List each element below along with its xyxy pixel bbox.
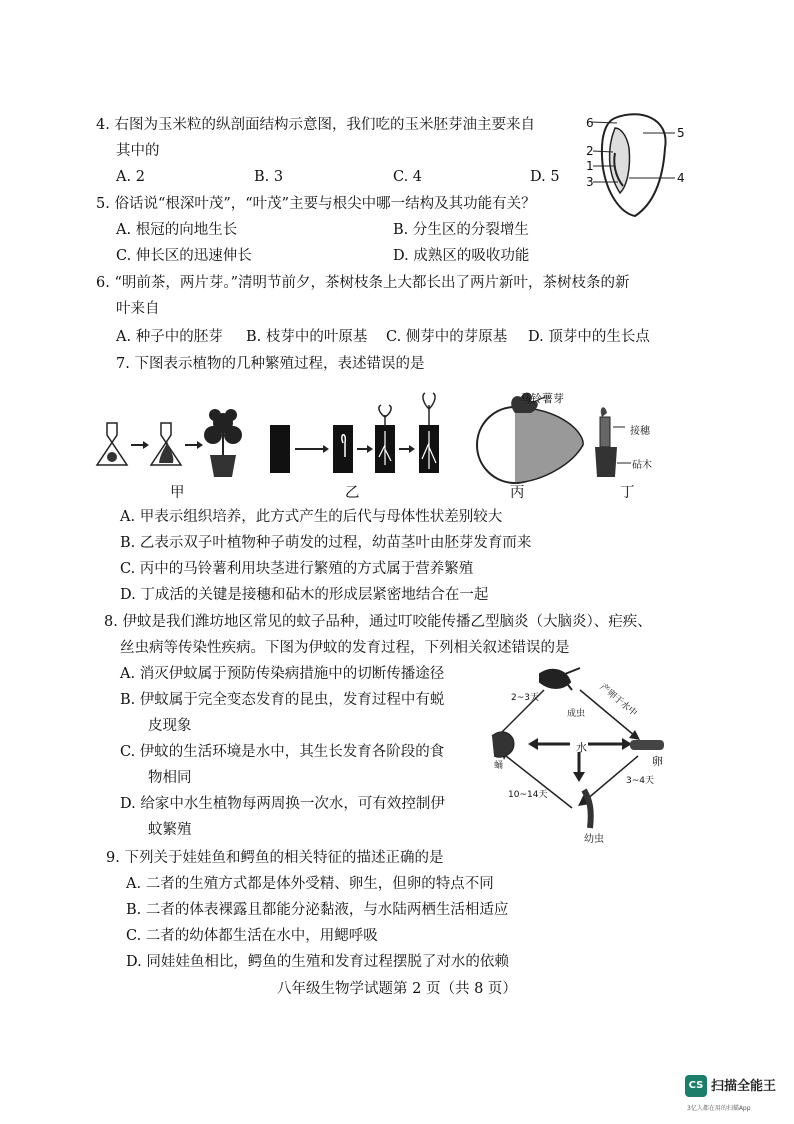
corn-label-5: 5: [677, 126, 685, 140]
corn-label-2: 2: [586, 144, 594, 158]
label-lay-in-water: 产卵于水中: [597, 682, 639, 719]
q8-option-d-line1: D. 给家中水生植物每两周换一次水，可有效控制伊: [120, 796, 445, 812]
q4-stem-line2: 其中的: [116, 143, 160, 159]
q8-option-d-line2: 蚊繁殖: [148, 822, 192, 838]
q8-option-c-line2: 物相同: [148, 770, 192, 786]
q8-option-b-line2: 皮现象: [148, 718, 192, 734]
q8-option-a: A. 消灭伊蚊属于预防传染病措施中的切断传播途径: [120, 666, 445, 682]
q8-stem-line1: 8. 伊蚊是我们潍坊地区常见的蚊子品种，通过叮咬能传播乙型脑炎（大脑炎）、疟疾、: [104, 614, 652, 630]
duration-2-3-days: 2~3天: [511, 693, 539, 703]
q7-option-b: B. 乙表示双子叶植物种子萌发的过程，幼苗茎叶由胚芽发育而来: [120, 535, 532, 551]
q7-option-a: A. 甲表示组织培养，此方式产生的后代与母体性状差别较大: [120, 509, 503, 525]
q5-stem: 5. 俗话说“根深叶茂”，“叶茂”主要与根尖中哪一结构及其功能有关？: [96, 196, 536, 212]
label-bing: 丙: [510, 485, 525, 501]
label-adult: 成虫: [567, 709, 586, 719]
duration-3-4-days: 3~4天: [626, 776, 654, 786]
q6-stem-line2: 叶来自: [116, 301, 160, 317]
corn-label-1: 1: [586, 159, 594, 173]
page-footer: 八年级生物学试题第 2 页（共 8 页）: [277, 981, 517, 997]
q7-option-c: C. 丙中的马铃薯利用块茎进行繁殖的方式属于营养繁殖: [120, 561, 474, 577]
q7-option-d: D. 丁成活的关键是接穗和砧木的形成层紧密地结合在一起: [120, 587, 489, 603]
q6-option-b: B. 枝芽中的叶原基: [246, 329, 368, 345]
q9-option-a: A. 二者的生殖方式都是体外受精、卵生，但卵的特点不同: [126, 876, 494, 892]
q6-option-c: C. 侧芽中的芽原基: [386, 329, 508, 345]
q4-option-a: A. 2: [116, 169, 145, 185]
camscanner-logo-icon: CS: [685, 1075, 707, 1097]
q5-option-a: A. 根冠的向地生长: [116, 222, 238, 238]
label-pupa: 蛹: [494, 761, 504, 771]
q6-stem-line1: 6. “明前茶，两片芽。”清明节前夕，茶树枝条上大都长出了两片新叶，茶树枝条的新: [96, 275, 630, 291]
q4-option-b: B. 3: [254, 169, 284, 185]
corn-label-6: 6: [586, 116, 594, 130]
camscanner-tagline: 3亿人都在用的扫描App: [687, 1105, 751, 1112]
q9-option-d: D. 同娃娃鱼相比，鳄鱼的生殖和发育过程摆脱了对水的依赖: [126, 954, 509, 970]
label-ding: 丁: [620, 485, 635, 501]
q8-option-b-line1: B. 伊蚊属于完全变态发育的昆虫，发育过程中有蜕: [120, 692, 445, 708]
q4-option-d: D. 5: [530, 169, 560, 185]
q9-option-c: C. 二者的幼体都生活在水中，用鳃呼吸: [126, 928, 378, 944]
q8-stem-line2: 丝虫病等传染性疾病。下图为伊蚊的发育过程，下列相关叙述错误的是: [120, 640, 570, 656]
label-jia: 甲: [170, 485, 185, 501]
q5-option-b: B. 分生区的分裂增生: [393, 222, 529, 238]
q4-option-c: C. 4: [393, 169, 423, 185]
plant-reproduction-figure: [95, 385, 675, 495]
q6-option-a: A. 种子中的胚芽: [116, 329, 223, 345]
q8-option-c-line1: C. 伊蚊的生活环境是水中，其生长发育各阶段的食: [120, 744, 445, 760]
label-larva: 幼虫: [584, 834, 604, 845]
label-scion: 接穗: [630, 426, 650, 437]
q9-option-b: B. 二者的体表裸露且都能分泌黏液，与水陆两栖生活相适应: [126, 902, 509, 918]
corn-label-3: 3: [586, 175, 594, 189]
q7-stem: 7. 下图表示植物的几种繁殖过程，表述错误的是: [116, 356, 425, 372]
q4-stem-line1: 4. 右图为玉米粒的纵剖面结构示意图，我们吃的玉米胚芽油主要来自: [96, 117, 535, 133]
label-water: 水: [576, 741, 587, 754]
corn-label-4: 4: [677, 171, 685, 185]
q9-stem: 9. 下列关于娃娃鱼和鳄鱼的相关特征的描述正确的是: [106, 850, 444, 866]
label-stock: 砧木: [632, 460, 652, 471]
q5-option-c: C. 伸长区的迅速伸长: [116, 248, 252, 264]
q6-option-d: D. 顶芽中的生长点: [528, 329, 650, 345]
duration-10-14-days: 10~14天: [508, 790, 548, 800]
q5-option-d: D. 成熟区的吸收功能: [393, 248, 530, 264]
camscanner-name: 扫描全能王: [711, 1079, 777, 1094]
label-potato-bud: 马铃薯芽: [520, 392, 564, 405]
label-egg: 卵: [652, 755, 663, 768]
label-yi: 乙: [345, 485, 360, 501]
